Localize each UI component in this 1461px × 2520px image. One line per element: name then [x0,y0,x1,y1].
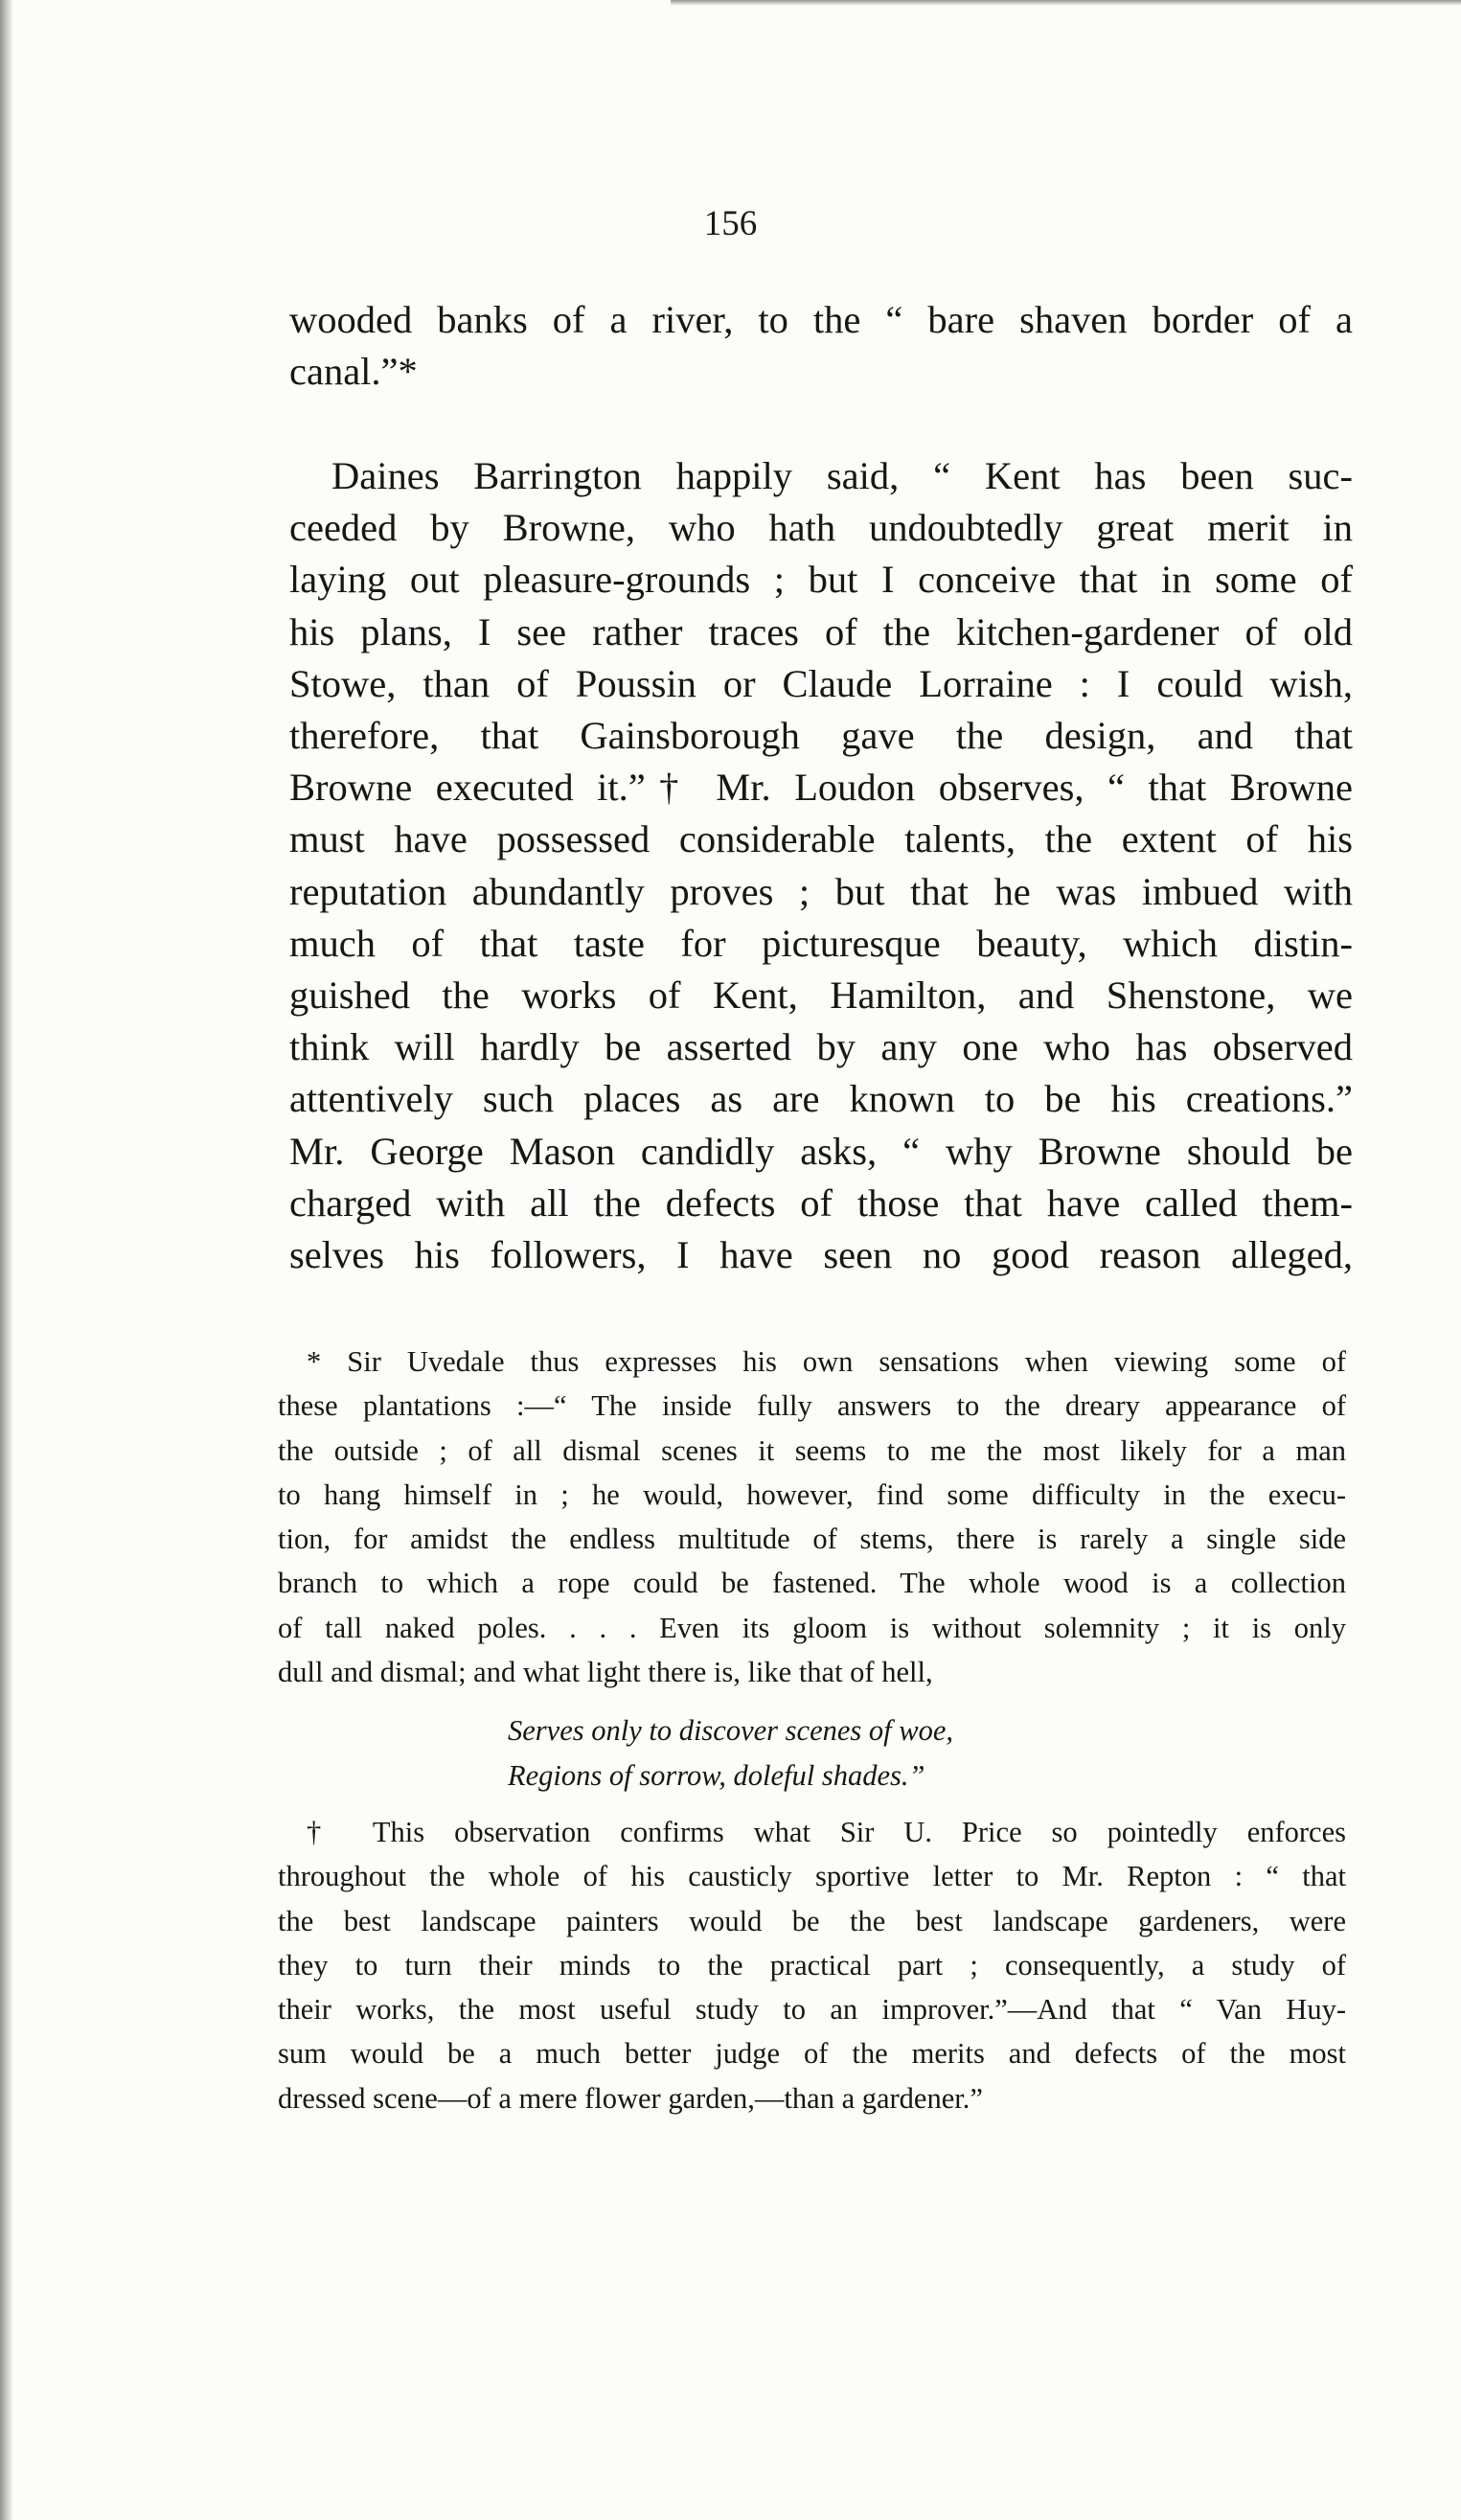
paragraph-continuation [289,294,1353,398]
text-line: therefore, that Gainsborough gave the design, and that [289,714,1353,758]
footnote-line: branch to which a rope could be fastened. The whole wood is a collection [278,1567,1346,1600]
text-line: charged with all the defects of those that have called them- [289,1180,1353,1225]
text-line: selves his followers, I have seen no good reason alleged, [289,1233,1353,1277]
footnote-line: tion, for amidst the endless multitude of stems, there is rarely a single side [278,1523,1346,1556]
text-line: guished the works of Kent, Hamilton, and Shenstone, we [289,974,1353,1018]
verse-quotation [508,1708,953,1798]
footnote-line: dull and dismal; and what light there is, like that of hell, [278,1656,933,1689]
footnote-line: they to turn their minds to the practical part ; consequently, a study of [278,1948,1346,1982]
text-line: think will hardly be asserted by any one who has observed [289,1025,1353,1069]
text-line: Mr. George Mason candidly asks, “ why Browne should be [289,1129,1353,1173]
footnote-line: to hang himself in ; he would, however, find some difficulty in the execu- [278,1478,1346,1511]
footnote-line: † This observation confirms what Sir U. Price so pointedly enforces [307,1816,1346,1848]
footnote-line: * Sir Uvedale thus expresses his own sensations when viewing some of [307,1345,1346,1378]
footnote-line: of tall naked poles. . . . Even its gloom is without solemnity ; it is only [278,1611,1346,1644]
footnote-line: these plantations :—“ The inside fully answers to the dreary appearance of [278,1389,1346,1423]
text-line: his plans, I see rather traces of the kitchen-gardener of old [289,609,1353,653]
page-binding-shadow [0,0,13,2520]
page-top-edge-shadow [671,0,1461,6]
footnote-dagger [278,1810,1346,2120]
text-line: much of that taste for picturesque beauty, which distin- [289,921,1353,965]
verse-line: Regions of sorrow, doleful shades.” [508,1758,925,1792]
text-line: Daines Barrington happily said, “ Kent has been suc- [331,454,1353,497]
text-line: wooded banks of a river, to the “ bare shaven border of a [289,298,1353,341]
text-line: must have possessed considerable talents, the extent of his [289,817,1353,861]
text-line: ceeded by Browne, who hath undoubtedly great merit in [289,506,1353,550]
footnote-line: throughout the whole of his causticly sportive letter to Mr. Repton : “ that [278,1860,1346,1893]
footnote-line: the best landscape painters would be the best landscape gardeners, were [278,1904,1346,1937]
footnote-line: the outside ; of all dismal scenes it seems to me the most likely for a man [278,1433,1346,1467]
verse-line: Serves only to discover scenes of woe, [508,1714,953,1747]
text-line: laying out pleasure-grounds ; but I conceive that in some of [289,558,1353,602]
paragraph-main [289,450,1353,1281]
text-line: Stowe, than of Poussin or Claude Lorraine : I could wish, [289,661,1353,705]
footnote-line: their works, the most useful study to an improver.”—And that “ Van Huy- [278,1993,1346,2027]
footnote-line: dressed scene—of a mere flower garden,—than a gardener.” [278,2081,983,2115]
text-line: reputation abundantly proves ; but that he was imbued with [289,869,1353,913]
text-line: canal.”* [289,350,418,394]
text-line: attentively such places as are known to be his creations.” [289,1077,1353,1121]
footnote-line: sum would be a much better judge of the merits and defects of the most [278,2037,1346,2071]
text-line: Browne executed it.”† Mr. Loudon observes, “ that Browne [289,766,1353,810]
footnote-asterisk [278,1340,1346,1694]
page-number: 156 [703,204,758,243]
